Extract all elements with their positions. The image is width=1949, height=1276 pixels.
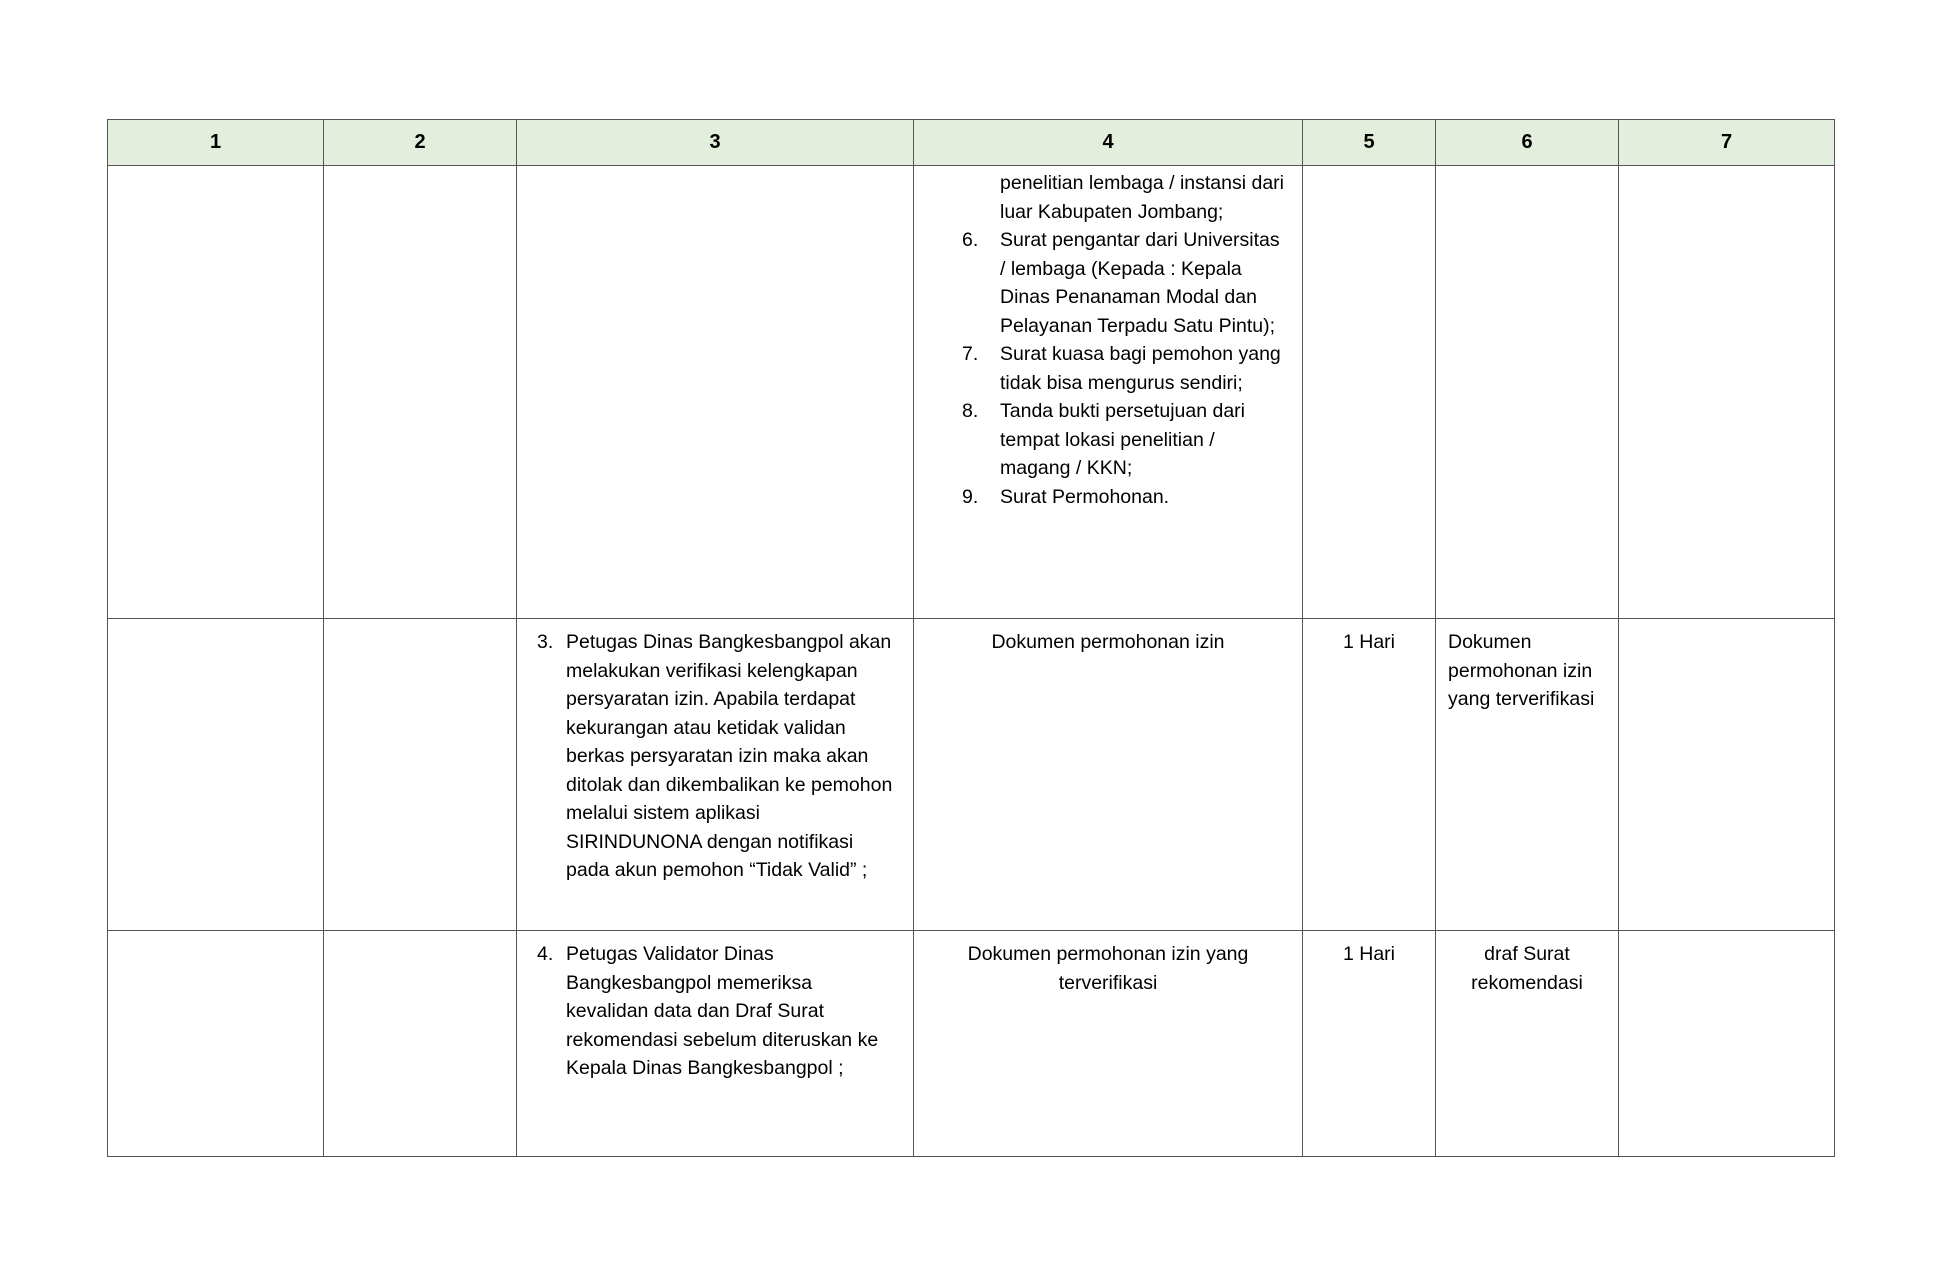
cell-col-1 [108, 619, 324, 931]
step-text: Petugas Validator Dinas Bangkesbangpol memeriksa kevalidan data dan Draf Surat rekomendasi sebelum diteruskan ke Kepala Dinas Bangkesbangpol ; [566, 943, 879, 1079]
cell-col-4-requirements [914, 166, 1303, 619]
requirement-number: 9. [962, 485, 979, 508]
document-text: Dokumen permohonan izin [991, 631, 1225, 653]
cell-col-4-document [914, 619, 1303, 931]
requirements-list [914, 169, 1302, 511]
cell-col-3-step [517, 619, 914, 931]
output-text: Dokumen permohonan izin yang terverifikasi [1448, 631, 1595, 710]
cell-col-2 [324, 166, 517, 619]
step-text: Petugas Dinas Bangkesbangpol akan melakukan verifikasi kelengkapan persyaratan izin. Apabila terdapat kekurangan atau ketidak validan berkas persyaratan izin maka akan ditolak dan dikembalikan ke pemohon melalui sistem aplikasi SIRINDUNONA dengan notifikasi pada akun pemohon “Tidak Valid” ; [566, 631, 893, 881]
cell-col-7 [1619, 931, 1835, 1157]
cell-col-6 [1436, 166, 1619, 619]
cell-col-5 [1303, 166, 1436, 619]
requirement-continued-text [914, 169, 1302, 226]
step-item [517, 931, 913, 1083]
cell-col-6-output [1436, 619, 1619, 931]
table-row-step-4 [108, 931, 1835, 1157]
requirement-text: Surat pengantar dari Universitas / lembaga (Kepada : Kepala Dinas Penanaman Modal dan Pelayanan Terpadu Satu Pintu); [1000, 229, 1280, 337]
header-col-2: 2 [324, 120, 517, 166]
table-row-step-3 [108, 619, 1835, 931]
header-col-7: 7 [1619, 120, 1835, 166]
requirement-number: 6. [962, 229, 979, 251]
cell-col-7 [1619, 166, 1835, 619]
duration-text: 1 Hari [1342, 943, 1396, 965]
header-col-6: 6 [1436, 120, 1619, 166]
requirement-text: penelitian lembaga / instansi dari luar Kabupaten Jombang; [1000, 172, 1285, 223]
duration-text: 1 Hari [1342, 631, 1396, 653]
step-number: 3. [537, 631, 554, 653]
cell-col-3-step [517, 931, 914, 1157]
cell-col-2 [324, 931, 517, 1157]
requirement-item [914, 483, 1302, 512]
procedure-table [107, 119, 1835, 1157]
output-text: draf Surat rekomendasi [1471, 943, 1583, 994]
table-row-continuation [108, 166, 1835, 619]
requirement-item [914, 397, 1302, 483]
requirement-number: 8. [962, 400, 979, 422]
cell-col-5-duration [1303, 619, 1436, 931]
header-col-1: 1 [108, 120, 324, 166]
step-item [517, 619, 913, 885]
cell-col-2 [324, 619, 517, 931]
header-col-3: 3 [517, 120, 914, 166]
cell-col-6-output [1436, 931, 1619, 1157]
cell-col-3 [517, 166, 914, 619]
requirement-text: Surat kuasa bagi pemohon yang tidak bisa mengurus sendiri; [1000, 343, 1281, 394]
requirement-item [914, 340, 1302, 397]
step-number: 4. [537, 943, 554, 965]
cell-col-5-duration [1303, 931, 1436, 1157]
header-col-4: 4 [914, 120, 1303, 166]
requirement-item [914, 226, 1302, 340]
cell-col-7 [1619, 619, 1835, 931]
requirement-number: 7. [962, 343, 979, 365]
requirement-text: Surat Permohonan. [1000, 485, 1170, 508]
document-text: Dokumen permohonan izin yang terverifikasi [967, 943, 1249, 994]
requirement-text: Tanda bukti persetujuan dari tempat lokasi penelitian / magang / KKN; [1000, 400, 1245, 479]
header-row [108, 120, 1835, 166]
cell-col-1 [108, 931, 324, 1157]
cell-col-1 [108, 166, 324, 619]
cell-col-4-document [914, 931, 1303, 1157]
header-col-5: 5 [1303, 120, 1436, 166]
